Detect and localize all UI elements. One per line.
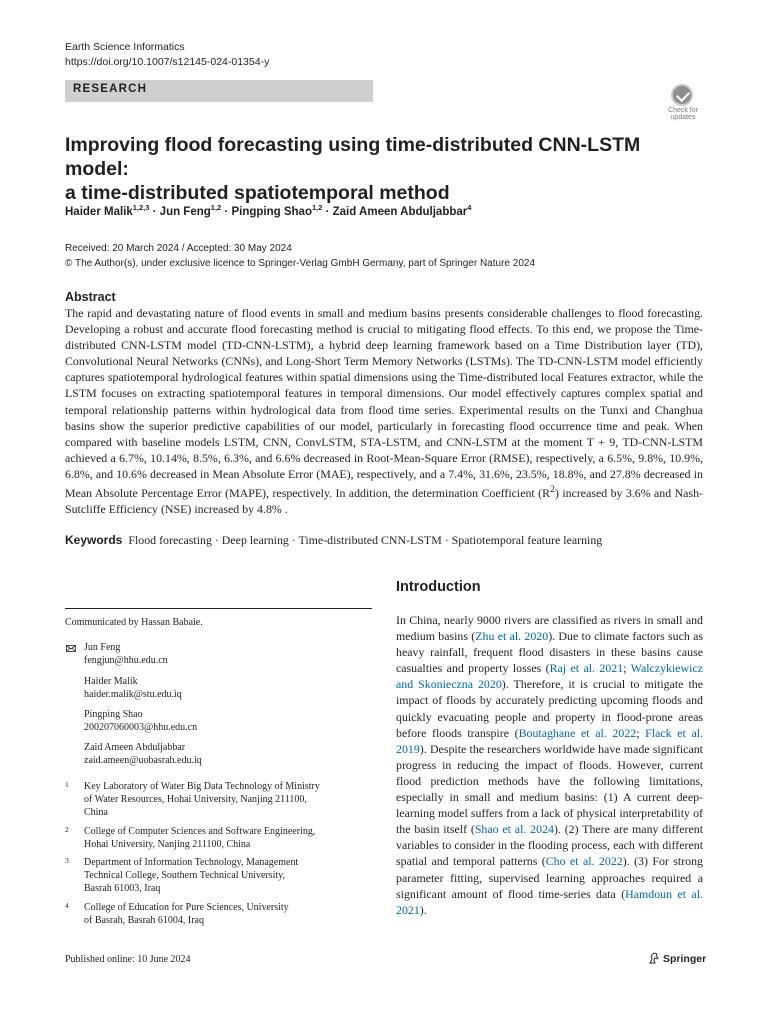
contact-name: Pingping Shao — [84, 709, 143, 720]
communicated-by: Communicated by Hassan Babaie. — [65, 617, 203, 628]
intro-text-part: ). Despite the researchers worldwide have made significant progress in reducing the impact of floods. However, current flood prediction methods have the following limitations, especially in small and medium basins: (1) A current deep-learning model suffers from a lack of physical interpretability of the basin itself ( — [396, 741, 703, 837]
affiliation-line: China — [84, 807, 108, 818]
author-name: Jun Feng — [159, 205, 211, 218]
intro-text-part: ). — [419, 902, 427, 917]
check-icon — [671, 84, 693, 106]
keywords-label: Keywords — [65, 533, 123, 547]
affiliation-number: 1 — [65, 780, 69, 789]
publisher-logo — [648, 952, 706, 965]
envelope-icon — [66, 645, 76, 652]
intro-text-part: ; — [636, 725, 646, 740]
badge-line2: updates — [670, 114, 696, 121]
affiliation-number: 3 — [65, 856, 69, 865]
publisher-name: Springer — [663, 953, 707, 965]
intro-text-part: ). (3) For strong parameter fitting, supervised learning approaches required a significant amount of flood time-series data ( — [396, 854, 704, 901]
intro-text-part: In China, nearly 9000 rivers are classified as rivers in small and medium basins ( — [396, 613, 703, 644]
citation-link[interactable]: Raj et al. 2021 — [549, 661, 624, 676]
contact-name: Haider Malik — [84, 676, 138, 687]
author-affiliation: 1,2 — [210, 203, 222, 212]
title-line2: a time-distributed spatiotemporal method — [65, 182, 450, 204]
author-name: Zaid Ameen Abduljabbar — [332, 205, 468, 218]
abstract-text-part: ) increased by 3.6% and Nash-Sutcliffe Efficiency (NSE) increased by 4.8% . — [65, 486, 703, 517]
copyright-line: © The Author(s), under exclusive licence to Springer-Verlag GmbH Germany, part of Springer Nature 2024 — [65, 258, 535, 269]
affiliation-line: Hohai University, Nanjing 211100, China — [84, 839, 251, 850]
author-separator: · — [221, 205, 232, 218]
contact-email[interactable]: fengjun@hhu.edu.cn — [84, 655, 168, 666]
journal-header — [65, 40, 269, 70]
abstract-superscript: 2 — [550, 484, 555, 496]
contact-email[interactable]: zaid.ameen@uobasrah.edu.iq — [84, 755, 202, 766]
intro-text-part: ). Due to climate factors such as heavy rainfall, frequent flood disasters in these basins cause casualties and property losses ( — [396, 629, 703, 676]
affiliation-line: College of Education for Pure Sciences, University — [84, 902, 289, 913]
affiliation-line: of Basrah, Basrah 61004, Iraq — [84, 915, 204, 926]
affiliation-line: Technical College, Southern Technical University, — [84, 870, 286, 881]
affiliation-number: 4 — [65, 901, 69, 910]
intro-text-part: ; — [623, 661, 631, 676]
published-online: Published online: 10 June 2024 — [65, 954, 191, 965]
contact-entry — [84, 708, 197, 734]
affiliation-text — [84, 856, 374, 895]
contact-entry — [84, 675, 182, 701]
contact-email[interactable]: 200207060003@hhu.edu.cn — [84, 722, 198, 733]
citation-link[interactable]: Cho et al. 2022 — [545, 854, 623, 869]
contact-entry — [84, 641, 168, 667]
citation-link[interactable]: Zhu et al. 2020 — [475, 629, 549, 644]
keywords-list: Flood forecasting · Deep learning · Time-distributed CNN-LSTM · Spatiotemporal feature learning — [128, 533, 603, 547]
springer-horse-icon — [648, 952, 660, 964]
publication-dates — [65, 241, 535, 271]
affiliation-line: College of Computer Sciences and Software Engineering, — [84, 826, 316, 837]
section-label: RESEARCH — [73, 83, 148, 95]
paper-title — [65, 133, 705, 205]
author-affiliation: 1,2,3 — [132, 203, 150, 212]
affiliation-text — [84, 901, 374, 927]
author-separator: · — [322, 205, 333, 218]
title-line1: Improving flood forecasting using time-distributed CNN-LSTM model: — [65, 134, 641, 180]
contact-entry — [84, 741, 202, 767]
intro-text-part: ). Therefore, it is crucial to mitigate the impact of floods by accurately predicting upcoming floods and quickly evacuating people and property in flood-prone areas before floods transpire ( — [396, 677, 703, 740]
check-for-updates-badge[interactable] — [663, 84, 703, 124]
affiliation-text — [84, 780, 374, 819]
author-name: Haider Malik — [65, 205, 133, 218]
affiliation-text — [84, 825, 374, 851]
citation-link[interactable]: Walczykiewicz and Skonieczna 2020 — [396, 661, 703, 692]
author-affiliation: 1,2 — [311, 203, 323, 212]
author-affiliation: 4 — [467, 203, 472, 212]
doi-link[interactable]: https://doi.org/10.1007/s12145-024-01354-y — [65, 56, 270, 68]
contact-email[interactable]: haider.malik@stu.edu.iq — [84, 689, 182, 700]
affiliation-line: Basrah 61003, Iraq — [84, 883, 161, 894]
author-name: Pingping Shao — [231, 205, 312, 218]
citation-link[interactable]: Flack et al. 2019 — [396, 725, 704, 756]
journal-name: Earth Science Informatics — [65, 41, 185, 53]
abstract-text-part: The rapid and devastating nature of flood events in small and medium basins presents considerable challenges to flood forecasting. Developing a robust and accurate flood forecasting method is crucial to mitigating flood effects. To this end, we propose the Time-distributed CNN-LSTM model (TD-CNN-LSTM), a hybrid deep learning framework based on a Time Distribution layer (TD), Convolutional Neural Networks (CNNs), and Long-Short Term Memory Networks (LSTMs). The TD-CNN-LSTM model efficiently captures spatiotemporal hydrological features within spatial dimensions using the Time-distributed local Features extractor, while the LSTM focuses on extracting spatiotemporal features in temporal dimensions. Our model effectively captures complex spatial and temporal relationship patterns within hydrological data from flood time series. Experimental results on the Tunxi and Changhua basins show the superior predictive capabilities of our model, particularly in forecasting flood occurrence time and peak. When compared with baseline models LSTM, CNN, ConvLSTM, STA-LSTM, and CNN-LSTM at the moment T + 9, TD-CNN-LSTM achieved a 6.7%, 10.14%, 8.5%, 6.3%, and 6.6% decreased in Root-Mean-Square Error (RMSE), respectively, a 6.5%, 9.8%, 10.9%, 6.8%, and 10.6% decreased in Mean Absolute Error (MAE), respectively, and a 7.4%, 31.6%, 23.5%, 18.8%, and 27.8% decreased in Mean Absolute Percentage Error (MAPE), respectively. In addition, the determination Coefficient (R — [65, 306, 703, 500]
keywords — [65, 533, 602, 548]
citation-link[interactable]: Shao et al. 2024 — [474, 822, 554, 837]
citation-link[interactable]: Hamdoun et al. 2021 — [396, 886, 703, 917]
section-banner — [65, 80, 373, 102]
affiliation-line: Key Laboratory of Water Big Data Technology of Ministry — [84, 781, 320, 792]
badge-line1: Check for — [668, 107, 698, 114]
author-list — [65, 203, 471, 218]
intro-text-part: ). (2) There are many different variables to consider in the flooding process, each with different spatial and temporal patterns ( — [396, 822, 703, 869]
affiliation-number: 2 — [65, 825, 69, 834]
introduction-heading: Introduction — [396, 579, 481, 595]
citation-link[interactable]: Boutaghane et al. 2022 — [518, 725, 637, 740]
abstract-body — [65, 305, 703, 517]
footnote-divider — [65, 608, 372, 609]
affiliation-line: of Water Resources, Hohai University, Nanjing 211100, — [84, 794, 307, 805]
contact-name: Zaid Ameen Abduljabbar — [84, 742, 186, 753]
author-separator: · — [149, 205, 160, 218]
introduction-body — [396, 612, 703, 918]
received-accepted: Received: 20 March 2024 / Accepted: 30 May 2024 — [65, 243, 292, 254]
affiliation-line: Department of Information Technology, Management — [84, 857, 299, 868]
contact-name: Jun Feng — [84, 642, 121, 653]
abstract-heading: Abstract — [65, 290, 116, 304]
